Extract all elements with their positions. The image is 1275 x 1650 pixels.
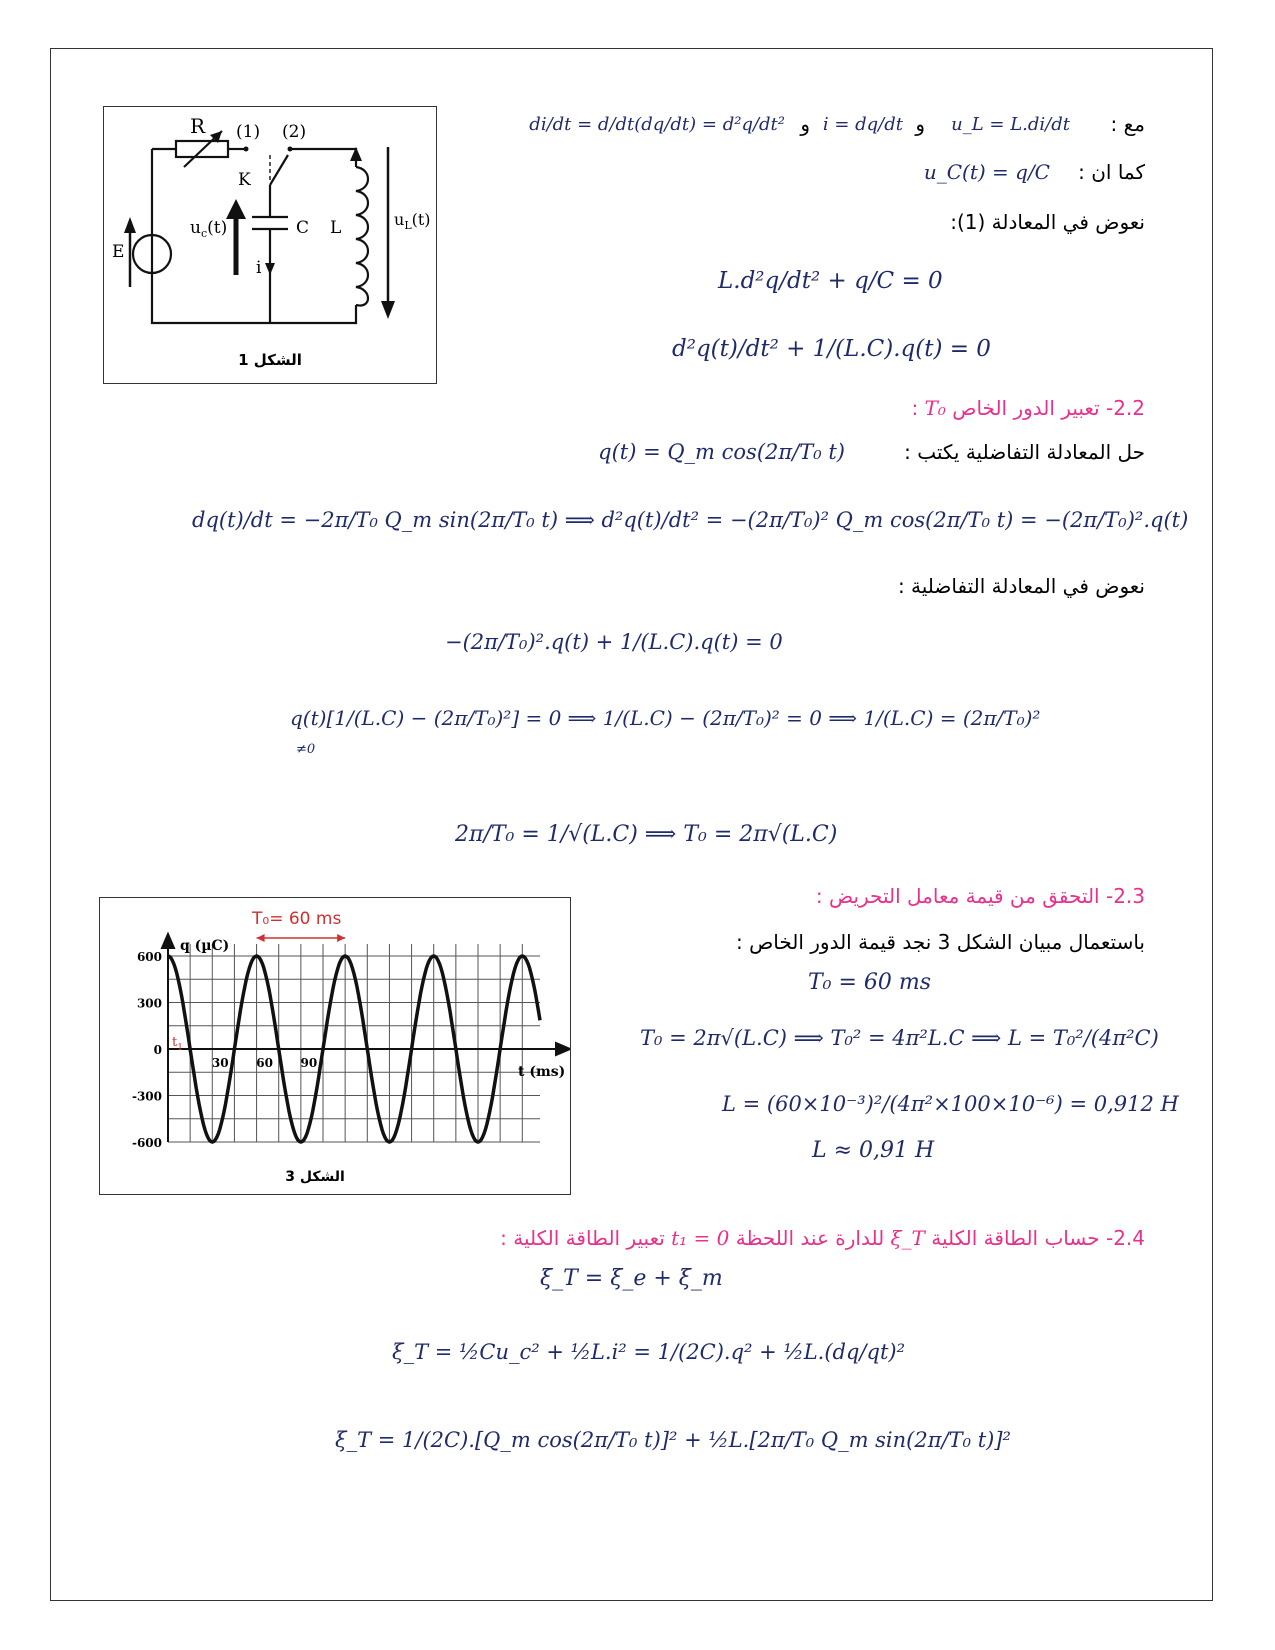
line-using-figure: باستعمال مبيان الشكل 3 نجد قيمة الدور الخاص : — [735, 930, 1145, 954]
eq-factorization: q(t)[1/(L.C) − (2π/T₀)²] = 0 ⟹ 1/(L.C) − (2π/T₀)² = 0 ⟹ 1/(L.C) = (2π/T₀)² — [290, 706, 1041, 730]
chart-y-tick-label: -600 — [131, 1136, 162, 1150]
label-L: L — [330, 218, 342, 238]
T0-symbol: T₀ — [924, 396, 946, 420]
line-subst-1: نعوض في المعادلة (1): — [950, 210, 1145, 234]
chart-y-axis-label: q (µC) — [180, 938, 230, 954]
label-E: E — [112, 242, 125, 262]
eq-solution-q: q(t) = Q_m cos(2π/T₀ t) — [598, 440, 845, 464]
chart-y-tick-label: 300 — [136, 996, 162, 1011]
eq-uC-def: u_C(t) = q/C — [923, 160, 1050, 184]
circuit-diagram — [104, 107, 436, 383]
eq-substitution: −(2π/T₀)².q(t) + 1/(L.C).q(t) = 0 — [445, 630, 783, 654]
figure-1-circuit — [103, 106, 437, 384]
eq-T0-value: T₀ = 60 ms — [808, 970, 932, 995]
figure-3-chart — [99, 897, 571, 1195]
line-subst-2: نعوض في المعادلة التفاضلية : — [897, 574, 1145, 598]
waw-2: و — [800, 112, 810, 136]
section-2-2-title: 2.2- تعبير الدور الخاص T₀ : — [911, 396, 1145, 420]
chart-x-axis-label: t (ms) — [518, 1064, 566, 1080]
section-2-4-title: 2.4- حساب الطاقة الكلية ξ_T للدارة عند اللحظة t₁ = 0 تعبير الطاقة الكلية : — [500, 1226, 1145, 1250]
chart-x-tick-label: 30 — [211, 1056, 229, 1070]
eq-L-calculation: L = (60×10⁻³)²/(4π²×100×10⁻⁶) = 0,912 H — [722, 1092, 1179, 1116]
label-pos2: (2) — [282, 122, 307, 142]
figure-3-caption: الشكل 3 — [285, 1169, 345, 1185]
eq-uL-def: u_L = L.di/dt — [951, 114, 1070, 135]
eq-period: 2π/T₀ = 1/√(L.C) ⟹ T₀ = 2π√(L.C) — [455, 822, 838, 847]
eq-derivatives: dq(t)/dt = −2π/T₀ Q_m sin(2π/T₀ t) ⟹ d²q(t)/dt² = −(2π/T₀)² Q_m cos(2π/T₀ t) = −(2π/T₀)².q(t) — [192, 508, 1189, 532]
chart-y-tick-label: 0 — [153, 1043, 162, 1057]
label-K: K — [238, 170, 251, 190]
chart-period-arrowhead — [337, 934, 345, 942]
chart-x-tick-label: 60 — [256, 1056, 273, 1070]
line-with: مع : — [1110, 112, 1145, 136]
eq-diff-1: L.d²q/dt² + q/C = 0 — [718, 268, 943, 294]
waw-1: و — [915, 112, 925, 136]
eq-diff-2: d²q(t)/dt² + 1/(L.C).q(t) = 0 — [672, 336, 991, 362]
label-R: R — [190, 114, 206, 138]
line-solution: حل المعادلة التفاضلية يكتب : — [904, 440, 1145, 464]
label-i: i — [256, 258, 262, 278]
chart-q-vs-t — [100, 898, 570, 1194]
label-C: C — [296, 218, 310, 238]
chart-period-label: T₀= 60 ms — [252, 909, 342, 929]
chart-y-tick-label: 600 — [136, 950, 162, 964]
chart-x-arrow — [556, 1043, 570, 1055]
label-ul: $u_L(t)$ — [394, 210, 431, 232]
eq-energy-expression-2: ξ_T = 1/(2C).[Q_m cos(2π/T₀ t)]² + ½L.[2π/T₀ Q_m sin(2π/T₀ t)]² — [335, 1428, 1011, 1452]
eq-energy-sum: ξ_T = ξ_e + ξ_m — [540, 1266, 723, 1291]
chart-y-tick-label: -300 — [131, 1089, 162, 1104]
line-also: كما ان : — [1078, 160, 1145, 184]
eq-i-def: i = dq/dt — [822, 114, 903, 135]
label-uc: $u_c(t)$ — [190, 218, 228, 240]
eq-L-expression: T₀ = 2π√(L.C) ⟹ T₀² = 4π²L.C ⟹ L = T₀²/(4π²C) — [640, 1026, 1159, 1050]
section-2-3-title: 2.3- التحقق من قيمة معامل التحريض : — [815, 884, 1145, 908]
eq-energy-expression: ξ_T = ½Cu_c² + ½L.i² = 1/(2C).q² + ½L.(dq/qt)² — [392, 1340, 906, 1364]
t1-equals-zero: t₁ = 0 — [671, 1226, 730, 1250]
eq-di-dt: di/dt = d/dt(dq/dt) = d²q/dt² — [529, 114, 785, 135]
chart-y-arrow — [162, 934, 174, 948]
chart-t1-label: $t_1$ — [172, 1035, 183, 1053]
eq-L-approx: L ≈ 0,91 H — [812, 1138, 935, 1163]
chart-period-arrowhead — [257, 934, 265, 942]
figure-1-caption: الشكل 1 — [238, 351, 302, 369]
chart-x-tick-label: 90 — [300, 1056, 318, 1070]
label-pos1: (1) — [236, 122, 261, 142]
xi-T-symbol: ξ_T — [890, 1226, 925, 1250]
eq-neq-zero: ≠0 — [296, 742, 316, 757]
